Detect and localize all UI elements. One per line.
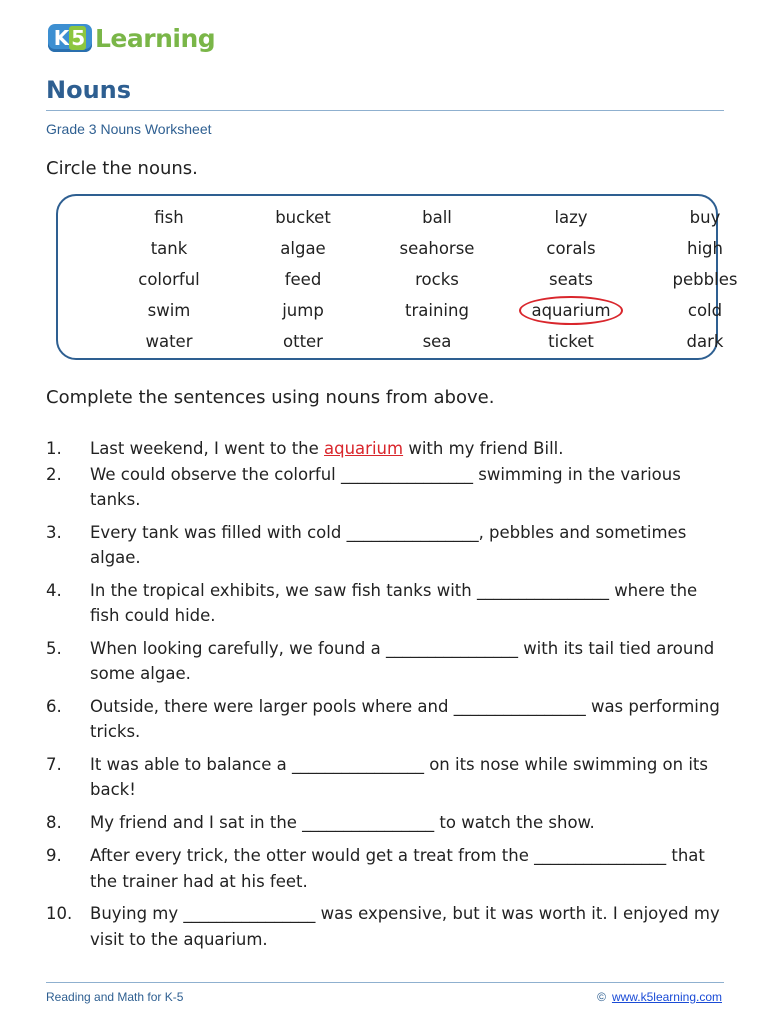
word-cell[interactable]	[370, 264, 504, 295]
sentence-list	[46, 436, 736, 959]
sentence-text	[90, 436, 724, 462]
word-cell[interactable]	[638, 233, 768, 264]
sentence-item	[46, 462, 736, 513]
sentence-text	[90, 752, 724, 803]
word-cell[interactable]	[370, 326, 504, 357]
sentence-text	[90, 520, 724, 571]
k5-learning-logo	[48, 18, 215, 58]
word-text: sea	[422, 332, 452, 351]
word-cell[interactable]	[102, 202, 236, 233]
word-text: buy	[689, 208, 721, 227]
word-text: aquarium	[519, 296, 622, 325]
sentence-item	[46, 752, 736, 803]
word-cell[interactable]	[236, 295, 370, 326]
word-text: seats	[549, 270, 593, 289]
word-text: corals	[546, 239, 596, 258]
sentence-item	[46, 843, 736, 894]
sentence-text	[90, 901, 724, 952]
word-text: feed	[284, 270, 322, 289]
word-text: bucket	[275, 208, 331, 227]
sentence-part: It was able to balance a ________________ on its nose while swimming on its back!	[90, 754, 708, 799]
word-cell[interactable]	[236, 264, 370, 295]
sentence-text	[90, 810, 724, 836]
sentence-text	[90, 578, 724, 629]
word-cell[interactable]	[638, 295, 768, 326]
sentence-part: Every tank was filled with cold ________________, pebbles and sometimes algae.	[90, 522, 687, 567]
word-cell[interactable]	[504, 202, 638, 233]
sentence-number: 5.	[46, 638, 62, 658]
word-cell[interactable]	[102, 295, 236, 326]
sentence-item	[46, 636, 736, 687]
footer-link-group	[597, 990, 722, 1004]
k5-badge	[48, 24, 92, 52]
word-cell[interactable]	[504, 233, 638, 264]
sentence-item	[46, 520, 736, 571]
sentence-part: with my friend Bill.	[403, 439, 564, 458]
sentence-number: 10.	[46, 904, 73, 923]
sentence-text	[90, 843, 724, 894]
sentence-number: 4.	[46, 580, 62, 600]
word-cell[interactable]	[638, 326, 768, 357]
logo-5: 5	[71, 26, 85, 50]
word-cell[interactable]	[236, 326, 370, 357]
word-box	[56, 194, 738, 360]
sentence-number: 1.	[46, 439, 62, 458]
word-text: ball	[422, 208, 452, 227]
sentence-item	[46, 578, 736, 629]
sentence-part: Last weekend, I went to the	[90, 439, 325, 458]
instruction-circle-nouns: Circle the nouns.	[46, 158, 198, 179]
page-title: Nouns	[46, 76, 132, 104]
sentence-text	[90, 462, 724, 513]
sentence-number: 8.	[46, 812, 62, 832]
word-cell[interactable]	[504, 295, 638, 326]
sentence-number: 2.	[46, 464, 62, 484]
word-text: water	[145, 332, 193, 351]
sentence-text	[90, 694, 724, 745]
sentence-part: We could observe the colorful ________________ swimming in the various tanks.	[90, 464, 681, 509]
word-text: pebbles	[672, 270, 738, 289]
word-text: otter	[283, 332, 323, 351]
word-cell[interactable]	[102, 264, 236, 295]
sentence-part: After every trick, the otter would get a treat from the ________________ that the trainer had at his feet.	[90, 846, 705, 891]
word-grid	[102, 202, 768, 357]
sentence-part: When looking carefully, we found a ________________ with its tail tied around some algae.	[90, 638, 715, 683]
filled-answer: aquarium	[324, 439, 404, 458]
word-text: colorful	[138, 270, 200, 289]
sentence-part: In the tropical exhibits, we saw fish tanks with ________________ where the fish could hide.	[90, 580, 698, 625]
word-text: high	[687, 239, 723, 258]
sentence-item	[46, 901, 736, 952]
word-text: swim	[147, 301, 191, 320]
word-cell[interactable]	[102, 233, 236, 264]
logo-k: K	[53, 26, 69, 50]
word-cell[interactable]	[638, 264, 768, 295]
logo-wordmark: Learning	[95, 23, 216, 53]
word-cell[interactable]	[370, 233, 504, 264]
sentence-item	[46, 694, 736, 745]
sentence-item	[46, 810, 736, 836]
worksheet-subtitle: Grade 3 Nouns Worksheet	[46, 121, 212, 137]
sentence-number: 6.	[46, 696, 62, 716]
word-text: lazy	[554, 208, 588, 227]
word-text: ticket	[548, 332, 594, 351]
instruction-complete-sentences: Complete the sentences using nouns from above.	[46, 387, 495, 408]
copyright-symbol: ©	[597, 990, 606, 1004]
sentence-item	[46, 436, 736, 462]
word-text: cold	[687, 301, 723, 320]
word-cell[interactable]	[504, 326, 638, 357]
word-text: dark	[686, 332, 724, 351]
word-text: fish	[154, 208, 184, 227]
header-divider	[46, 110, 724, 111]
word-text: jump	[282, 301, 324, 320]
word-text: tank	[150, 239, 188, 258]
word-cell[interactable]	[236, 202, 370, 233]
sentence-number: 9.	[46, 846, 62, 865]
word-cell[interactable]	[102, 326, 236, 357]
word-text: seahorse	[399, 239, 475, 258]
sentence-part: Buying my ________________ was expensive, but it was worth it. I enjoyed my visit to the aquarium.	[90, 904, 720, 949]
sentence-number: 7.	[46, 754, 62, 774]
sentence-number: 3.	[46, 522, 62, 542]
word-cell[interactable]	[370, 295, 504, 326]
website-link[interactable]: www.k5learning.com	[611, 990, 722, 1004]
word-text: training	[405, 301, 469, 320]
footer-tagline: Reading and Math for K-5	[46, 990, 184, 1004]
sentence-text	[90, 636, 724, 687]
word-cell[interactable]	[638, 202, 768, 233]
word-cell[interactable]	[236, 233, 370, 264]
word-cell[interactable]	[504, 264, 638, 295]
word-cell[interactable]	[370, 202, 504, 233]
sentence-part: Outside, there were larger pools where and ________________ was performing tricks.	[90, 696, 720, 741]
word-text: algae	[280, 239, 326, 258]
word-text: rocks	[415, 270, 459, 289]
sentence-part: My friend and I sat in the ________________ to watch the show.	[90, 812, 595, 832]
footer-divider	[46, 982, 724, 983]
